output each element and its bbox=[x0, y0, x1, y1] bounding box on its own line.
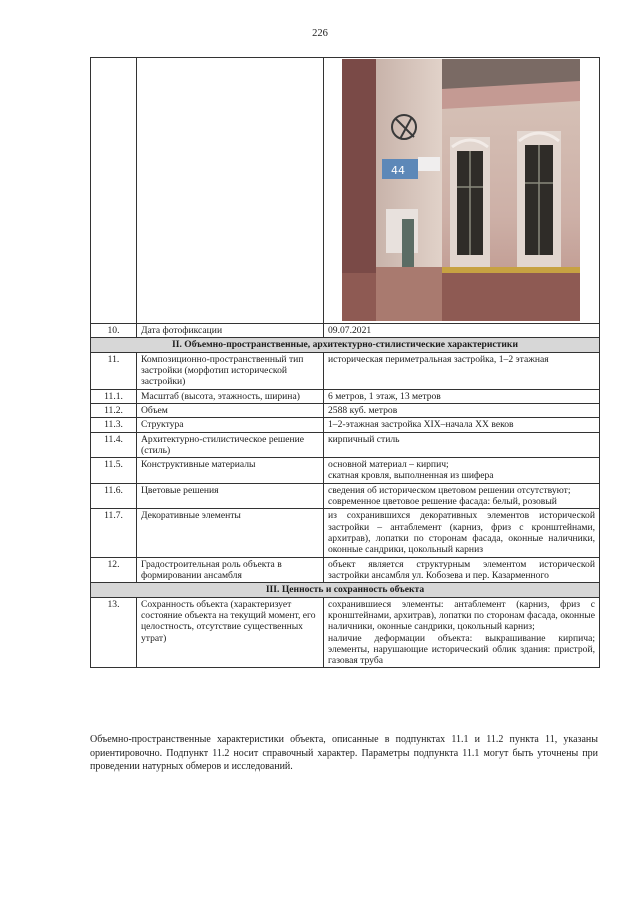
table-row bbox=[91, 483, 600, 509]
row-number: 13. bbox=[91, 597, 137, 668]
row-value: 1–2-этажная застройка XIX–начала XX веков bbox=[324, 418, 600, 432]
row-number: 11.6. bbox=[91, 483, 137, 509]
row-value: 09.07.2021 bbox=[324, 324, 600, 338]
row-value: кирпичный стиль bbox=[324, 432, 600, 458]
section-header bbox=[91, 583, 600, 597]
table-row bbox=[91, 509, 600, 557]
table-row bbox=[91, 324, 600, 338]
value-line: скатная кровля, выполненная из шифера bbox=[328, 470, 494, 482]
row-value bbox=[324, 597, 600, 668]
row-label: Декоративные элементы bbox=[137, 509, 324, 557]
row-label: Сохранность объекта (характеризует состояние объекта на текущий момент, его целостность, отсутствие существенных утрат) bbox=[137, 597, 324, 668]
table-row bbox=[91, 432, 600, 458]
section-2-title: II. Объемно-пространственные, архитектурно-стилистические характеристики bbox=[91, 338, 600, 352]
row-value: объект является структурным элементом исторической застройки ансамбля ул. Кобозева и пер. Казарменного bbox=[324, 557, 600, 583]
row-label: Объем bbox=[137, 403, 324, 417]
row-value: 2588 куб. метров bbox=[324, 403, 600, 417]
row-value: из сохранившихся декоративных элементов исторической застройки – антаблемент (карниз, фриз с кронштейнами, архитрав), лопатки по сторонам фасада, оконные наличники, оконные сандрики, цокольный карниз bbox=[324, 509, 600, 557]
photo-row bbox=[91, 58, 600, 324]
row-number: 12. bbox=[91, 557, 137, 583]
house-number-sign: 44 bbox=[391, 164, 405, 177]
row-value bbox=[324, 483, 600, 509]
row-label: Структура bbox=[137, 418, 324, 432]
row-number: 10. bbox=[91, 324, 137, 338]
table-row bbox=[91, 557, 600, 583]
value-line: сведения об историческом цветовом решении отсутствуют; bbox=[328, 484, 571, 496]
row-number: 11.7. bbox=[91, 509, 137, 557]
row-number: 11.1. bbox=[91, 389, 137, 403]
row-label: Дата фотофиксации bbox=[137, 324, 324, 338]
table-row bbox=[91, 352, 600, 389]
table-row bbox=[91, 458, 600, 484]
row-label: Градостроительная роль объекта в формировании ансамбля bbox=[137, 557, 324, 583]
value-line: сохранившиеся элементы: антаблемент (карниз, фриз с кронштейнами, архитрав), лопатки по сторонам фасада, оконные наличники, оконные сандрики, цокольный карниз; bbox=[328, 598, 595, 633]
row-value: историческая периметральная застройка, 1–2 этажная bbox=[324, 352, 600, 389]
value-line: основной материал – кирпич; bbox=[328, 459, 449, 471]
row-value: 6 метров, 1 этаж, 13 метров bbox=[324, 389, 600, 403]
row-label: Цветовые решения bbox=[137, 483, 324, 509]
building-photo bbox=[342, 59, 580, 321]
table-row bbox=[91, 389, 600, 403]
value-line: наличие деформации объекта: выкрашивание кирпича; элементы, нарушающие исторический облик здания: пристрой, газовая труба bbox=[328, 632, 595, 667]
row-value bbox=[324, 458, 600, 484]
value-line: современное цветовое решение фасада: белый, розовый bbox=[328, 496, 557, 508]
row-number: 11.5. bbox=[91, 458, 137, 484]
photo-row-label-cell bbox=[137, 58, 324, 324]
section-3-title: III. Ценность и сохранность объекта bbox=[91, 583, 600, 597]
section-header bbox=[91, 338, 600, 352]
photo-row-num-cell bbox=[91, 58, 137, 324]
table-row bbox=[91, 403, 600, 417]
row-label: Композиционно-пространственный тип застройки (морфотип исторической застройки) bbox=[137, 352, 324, 389]
row-label: Архитектурно-стилистическое решение (стиль) bbox=[137, 432, 324, 458]
building-facade-image bbox=[342, 59, 580, 321]
row-number: 11. bbox=[91, 352, 137, 389]
row-number: 11.4. bbox=[91, 432, 137, 458]
row-number: 11.3. bbox=[91, 418, 137, 432]
table-row bbox=[91, 418, 600, 432]
page-number: 226 bbox=[312, 28, 328, 39]
row-number: 11.2. bbox=[91, 403, 137, 417]
table-row bbox=[91, 597, 600, 668]
photo-cell bbox=[324, 58, 600, 324]
footnote-paragraph: Объемно-пространственные характеристики объекта, описанные в подпунктах 11.1 и 11.2 пункта 11, указаны ориентировочно. Подпункт 11.2 носит справочный характер. Параметры подпункта 11.1 могут быть уточнены при проведении натурных обмеров и исследований. bbox=[90, 734, 598, 772]
row-label: Масштаб (высота, этажность, ширина) bbox=[137, 389, 324, 403]
object-characteristics-table bbox=[90, 57, 600, 668]
row-label: Конструктивные материалы bbox=[137, 458, 324, 484]
